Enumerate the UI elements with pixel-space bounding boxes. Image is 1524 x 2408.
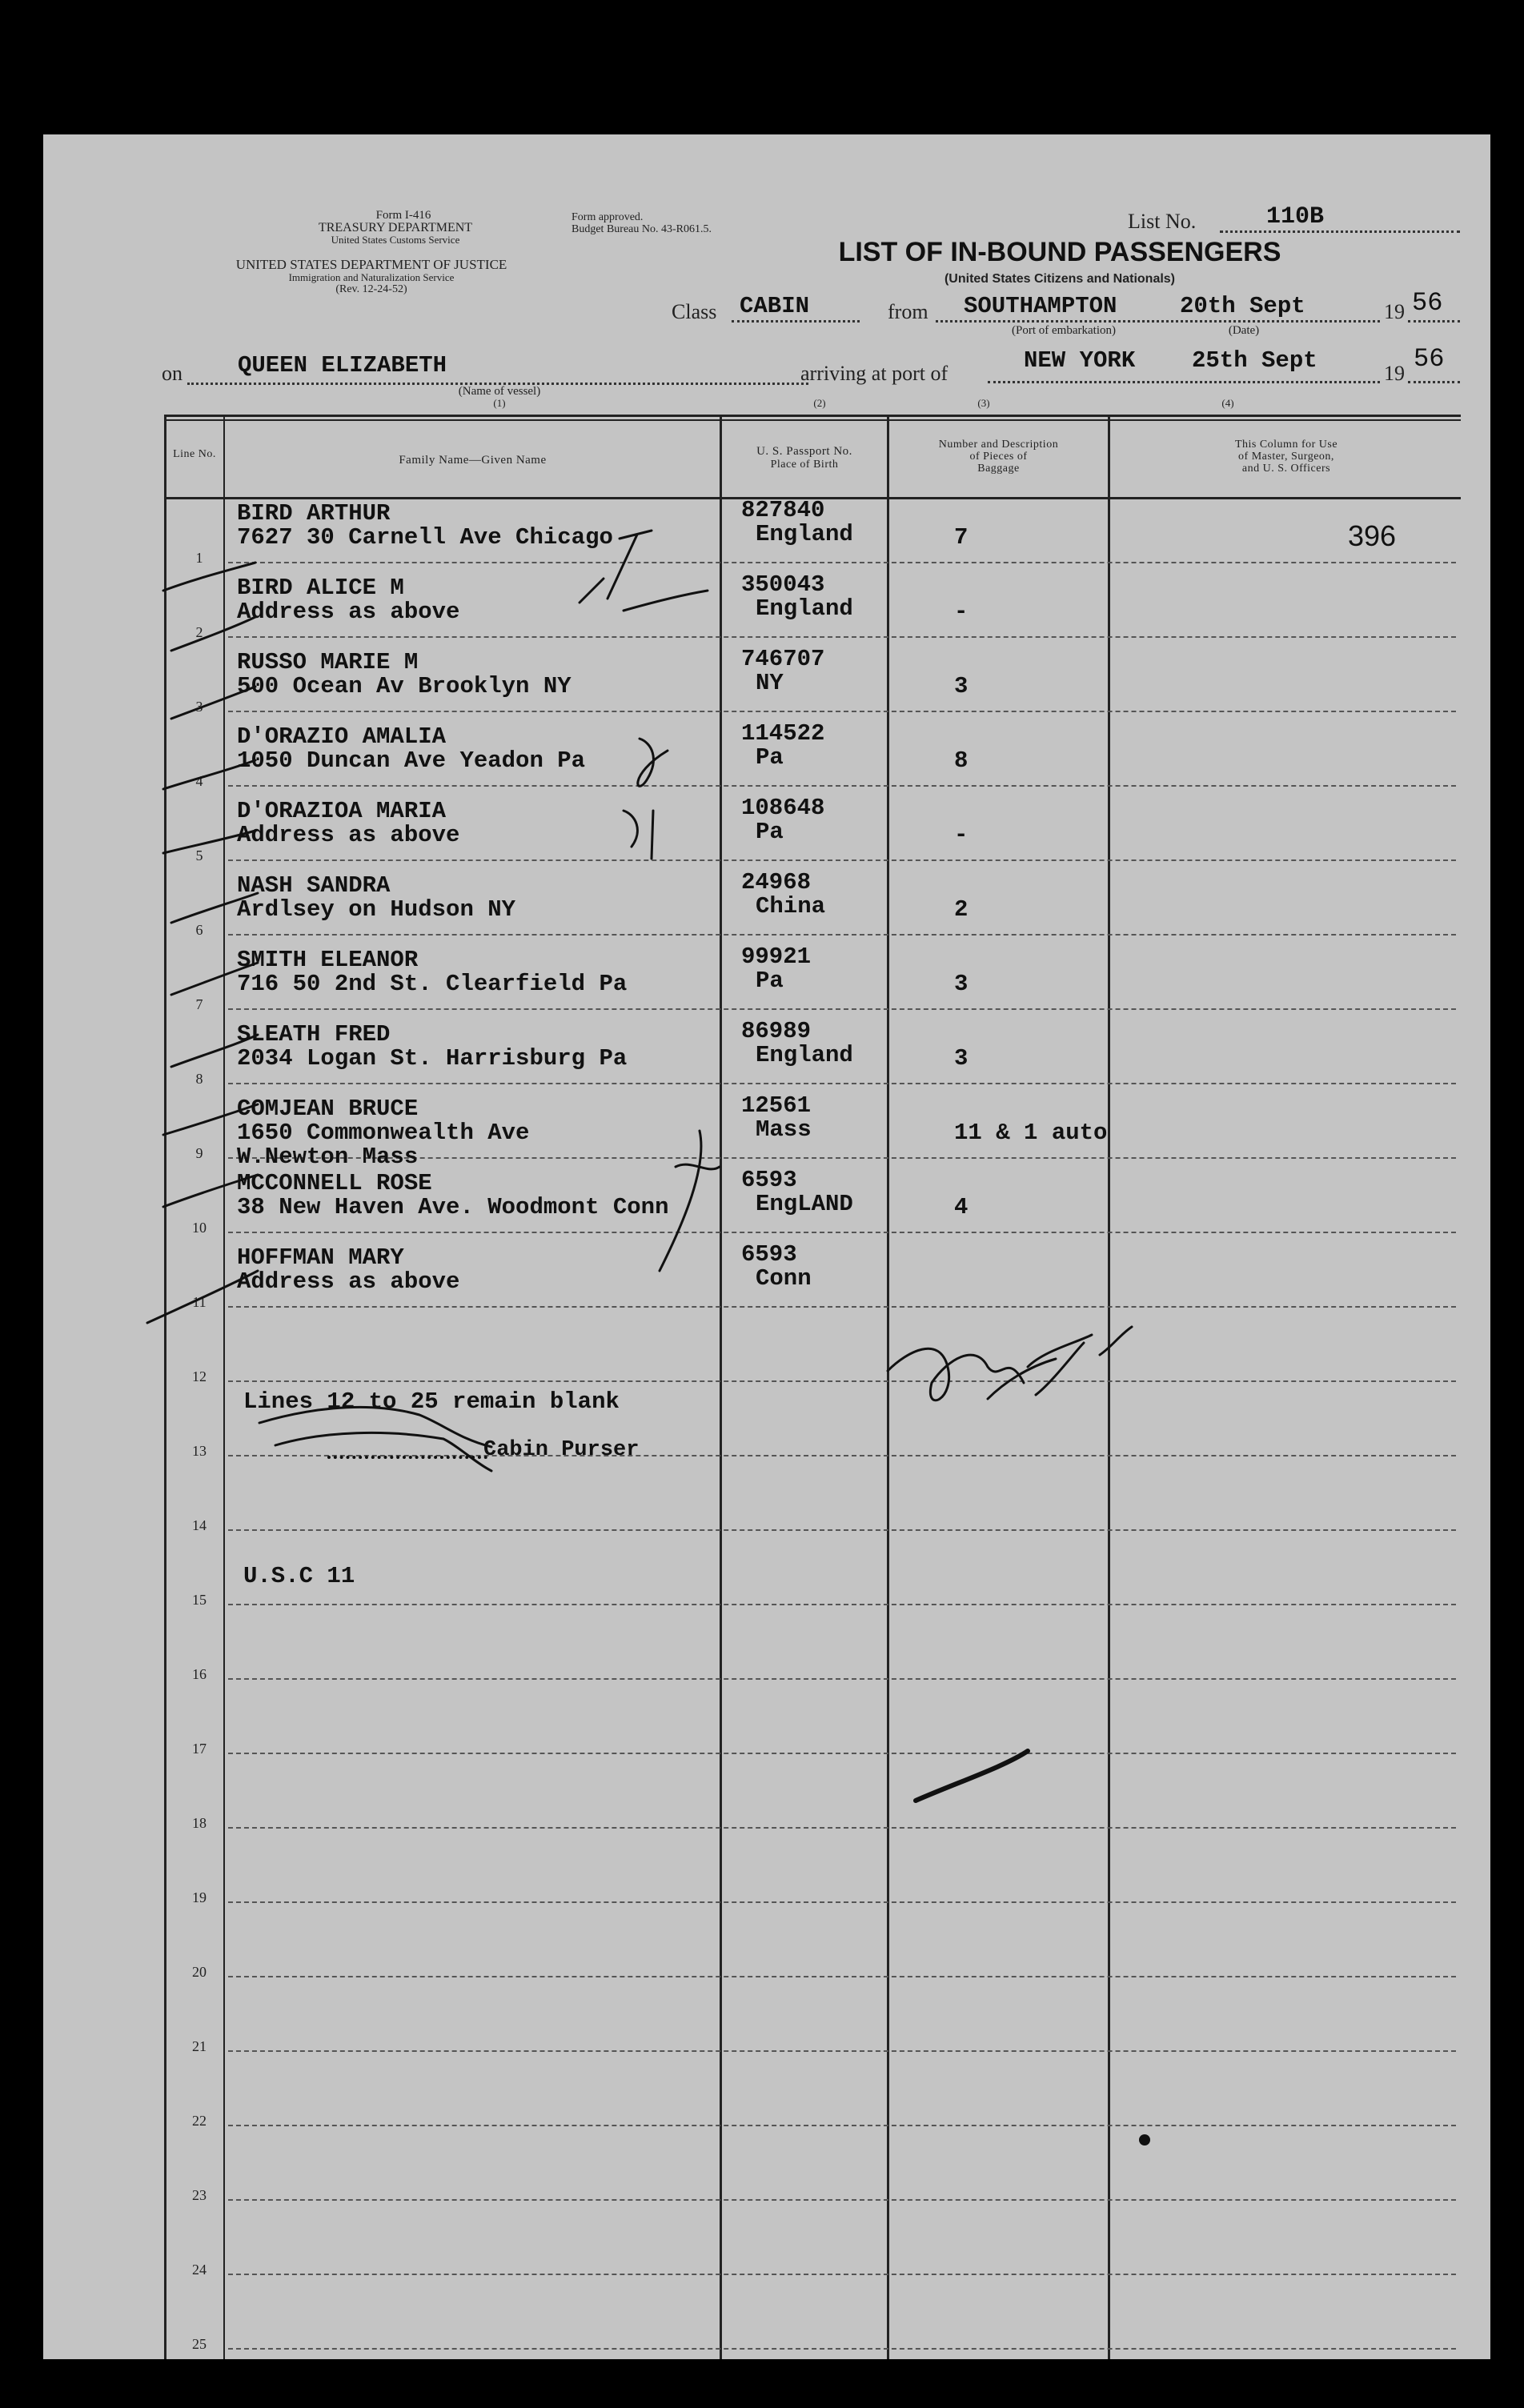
line-number: 2 (195, 624, 203, 640)
line-number: 4 (195, 773, 203, 789)
manifest-sheet (43, 134, 1490, 2359)
passport-number: 827840 (741, 497, 825, 523)
line-number: 12 (192, 1368, 207, 1384)
baggage-count: 8 (954, 747, 969, 774)
baggage-count: 7 (954, 524, 969, 551)
passenger-address-2: W.Newton Mass (237, 1144, 419, 1170)
baggage-count: 4 (954, 1194, 969, 1220)
treasury-dept: TREASURY DEPARTMENT (318, 221, 473, 234)
col-header-officers-1: This Column for Use (1234, 439, 1338, 451)
tick-mark-4 (163, 760, 255, 789)
baggage-count: - (954, 599, 969, 625)
col-header-baggage-1: Number and Description (938, 439, 1059, 451)
line-number: 3 (195, 699, 203, 715)
passenger-name: HOFFMAN MARY (237, 1244, 404, 1271)
passenger-name: RUSSO MARIE M (237, 649, 419, 675)
passport-number: 746707 (741, 646, 825, 672)
passenger-name: BIRD ALICE M (237, 575, 404, 601)
arrival-port: NEW YORK (1024, 347, 1136, 374)
passenger-name: SMITH ELEANOR (237, 947, 419, 973)
tick-mark-9 (163, 1104, 258, 1135)
blank-lines-note: Lines 12 to 25 remain blank (243, 1388, 620, 1415)
place-of-birth: NY (756, 670, 784, 696)
line-number: 7 (195, 996, 203, 1012)
justice-dept: UNITED STATES DEPARTMENT OF JUSTICE (235, 257, 507, 272)
line-number: 5 (195, 847, 203, 863)
smudge-mark (916, 1751, 1028, 1801)
passport-number: 6593 (741, 1241, 797, 1268)
place-of-birth: Pa (756, 968, 784, 994)
date-caption: (Date) (1228, 324, 1260, 337)
embarkation-port: SOUTHAMPTON (964, 293, 1117, 319)
departure-date: 20th Sept (1180, 293, 1305, 319)
line-number: 16 (192, 1666, 207, 1682)
passenger-name: COMJEAN BRUCE (237, 1096, 419, 1122)
class-label: Class (672, 300, 717, 323)
column-number-4: (4) (1221, 397, 1234, 409)
passenger-name: D'ORAZIOA MARIA (237, 798, 447, 824)
budget-bureau: Budget Bureau No. 43-R061.5. (572, 223, 712, 235)
customs-service: United States Customs Service (331, 234, 460, 246)
passenger-address: 7627 30 Carnell Ave Chicago (237, 524, 613, 551)
passport-number: 6593 (741, 1167, 797, 1193)
passenger-name: NASH SANDRA (237, 872, 391, 899)
tick-mark-7 (171, 963, 258, 995)
vessel-caption-no: (1) (493, 397, 506, 409)
scribble-row4 (638, 739, 668, 786)
arrive-year: 56 (1414, 344, 1445, 374)
column-number-2: (2) (813, 397, 826, 409)
line-number: 15 (192, 1592, 207, 1608)
baggage-count: 3 (954, 1045, 969, 1072)
line-number: 20 (192, 1964, 207, 1980)
passport-number: 12561 (741, 1092, 812, 1119)
place-of-birth: China (756, 893, 826, 920)
passenger-address: Address as above (237, 1268, 460, 1295)
line-number: 24 (192, 2262, 207, 2278)
purser-signature (259, 1407, 491, 1471)
passport-number: 86989 (741, 1018, 812, 1044)
column-number-3: (3) (977, 397, 990, 409)
line-number: 14 (192, 1517, 207, 1533)
col-header-line-no: Line No. (173, 448, 216, 460)
col-header-baggage-2: of Pieces of (969, 451, 1028, 463)
line-number: 25 (192, 2336, 207, 2352)
place-of-birth: Pa (756, 744, 784, 771)
scribble-row1 (608, 531, 652, 599)
passenger-address: 38 New Haven Ave. Woodmont Conn (237, 1194, 669, 1220)
tick-mark-2 (171, 617, 255, 651)
line-number: 6 (195, 922, 203, 938)
list-no-label: List No. (1128, 210, 1197, 233)
page-subtitle: (United States Citizens and Nationals) (944, 272, 1176, 286)
line-number: 17 (192, 1741, 207, 1757)
passenger-address: Ardlsey on Hudson NY (237, 896, 516, 923)
line-number: 19 (192, 1889, 207, 1905)
col-header-officers-2: of Master, Surgeon, (1238, 451, 1334, 463)
passenger-name: MCCONNELL ROSE (237, 1170, 432, 1196)
page-title: LIST OF IN-BOUND PASSENGERS (838, 237, 1281, 267)
arrival-date: 25th Sept (1192, 347, 1317, 374)
ink-dot (1139, 2134, 1150, 2146)
passenger-name: BIRD ARTHUR (237, 500, 391, 527)
baggage-count: - (954, 822, 969, 848)
tick-mark-10 (163, 1175, 258, 1207)
passenger-address: 500 Ocean Av Brooklyn NY (237, 673, 572, 699)
form-revision: (Rev. 12-24-52) (335, 283, 407, 295)
line-number: 21 (192, 2038, 207, 2054)
passenger-address: 1650 Commonwealth Ave (237, 1120, 530, 1146)
passenger-address: 2034 Logan St. Harrisburg Pa (237, 1045, 628, 1072)
embarkation-caption: (Port of embarkation) (1012, 324, 1116, 337)
tick-mark-6 (171, 893, 258, 923)
line-number: 1 (195, 550, 203, 566)
tick-mark-5 (163, 831, 255, 853)
line-number: 22 (192, 2113, 207, 2129)
form-number: Form I-416 (375, 209, 431, 222)
line-number: 11 (192, 1294, 207, 1310)
col-header-baggage-3: Baggage (977, 463, 1020, 475)
passport-number: 24968 (741, 869, 812, 895)
line-number: 9 (195, 1145, 203, 1161)
purser-label: Cabin Purser (483, 1438, 640, 1462)
baggage-count: 3 (954, 971, 969, 997)
place-of-birth: Conn (756, 1265, 812, 1292)
passport-number: 108648 (741, 795, 825, 821)
baggage-count: 11 & 1 auto (954, 1120, 1108, 1146)
col-header-name: Family Name—Given Name (399, 454, 547, 467)
scribble-row10 (660, 1131, 720, 1271)
line-number: 10 (192, 1220, 207, 1236)
form-approved: Form approved. (572, 211, 644, 223)
vessel-caption: (Name of vessel) (458, 385, 541, 398)
vessel-name: QUEEN ELIZABETH (238, 352, 447, 379)
passenger-address: 1050 Duncan Ave Yeadon Pa (237, 747, 586, 774)
col-header-birthplace: Place of Birth (770, 459, 839, 471)
place-of-birth: England (756, 595, 853, 622)
on-label: on (162, 362, 182, 385)
place-of-birth: Mass (756, 1116, 812, 1143)
line-number: 13 (192, 1443, 207, 1459)
scribble-row5 (624, 811, 653, 859)
depart-year-prefix: 19 (1384, 300, 1405, 323)
tick-mark-11 (147, 1271, 258, 1323)
baggage-count: 3 (954, 673, 969, 699)
usc-note: U.S.C 11 (243, 1563, 355, 1589)
tick-mark-8 (171, 1035, 258, 1067)
passenger-address: 716 50 2nd St. Clearfield Pa (237, 971, 628, 997)
place-of-birth: England (756, 521, 853, 547)
tick-mark-1 (163, 563, 255, 591)
passenger-name: SLEATH FRED (237, 1021, 391, 1048)
from-label: from (888, 300, 928, 323)
passenger-address: Address as above (237, 599, 460, 625)
passenger-name: D'ORAZIO AMALIA (237, 723, 447, 750)
place-of-birth: Pa (756, 819, 784, 845)
arriving-label: arriving at port of (800, 362, 948, 385)
passport-number: 114522 (741, 720, 825, 747)
col-header-passport: U. S. Passport No. (756, 445, 852, 458)
scribble-row2 (580, 579, 708, 611)
list-no-value: 110B (1266, 203, 1325, 230)
depart-year: 56 (1412, 288, 1443, 318)
line-number: 8 (195, 1071, 203, 1087)
line-number: 23 (192, 2187, 207, 2203)
passport-number: 99921 (741, 944, 812, 970)
col-header-officers-3: and U. S. Officers (1241, 463, 1331, 475)
ins-service: Immigration and Naturalization Service (288, 271, 455, 283)
arrive-year-prefix: 19 (1384, 362, 1405, 385)
place-of-birth: England (756, 1042, 853, 1068)
handwriting-marks (43, 134, 1490, 2359)
passport-number: 350043 (741, 571, 825, 598)
place-of-birth: EngLAND (756, 1191, 853, 1217)
class-value: CABIN (740, 293, 810, 319)
passenger-address: Address as above (237, 822, 460, 848)
baggage-count: 2 (954, 896, 969, 923)
officer-note: 396 (1348, 519, 1397, 552)
tick-mark-3 (171, 687, 255, 719)
line-number: 18 (192, 1815, 207, 1831)
